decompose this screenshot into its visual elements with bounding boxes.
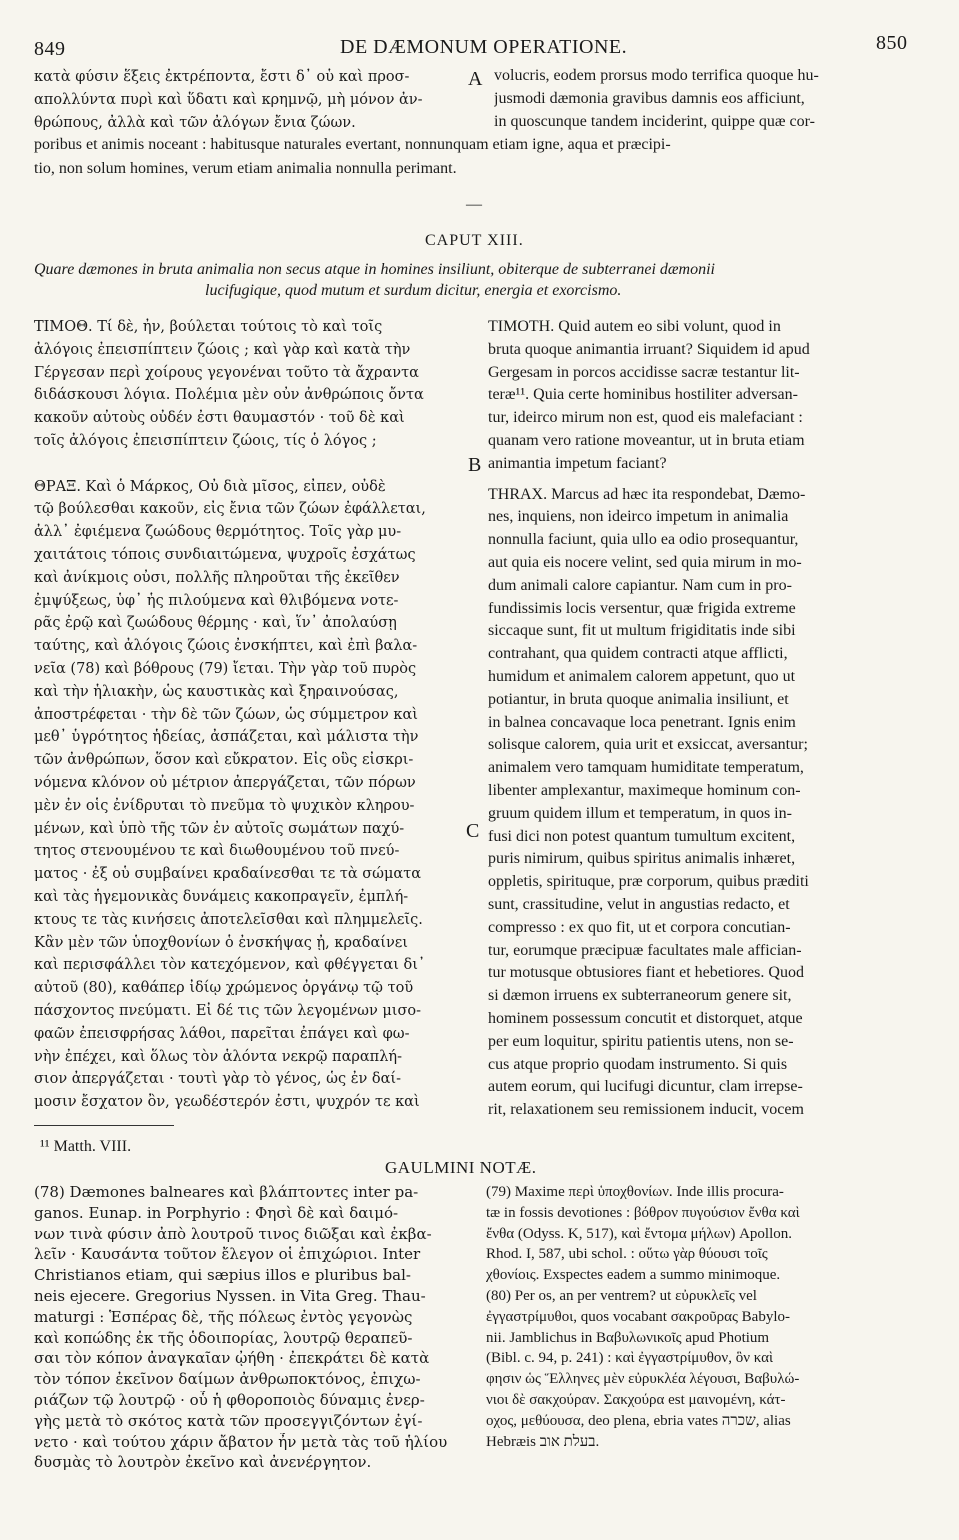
greek-col-line: αὐτοῦ (80), καθάπερ ἰδίῳ χρώμενος ὀργάνῳ τῷ τοῦ [34,980,414,997]
notes-left-line: (78) Dæmones balneares καὶ βλάπτοντες inter pa- [34,1183,419,1201]
latin-col-line: tur, ideirco mirum non est, quod eis malefaciant : [488,409,803,427]
latin-col-line: nes, inquiens, non ideirco impetum in animalia [488,508,789,526]
footnote: ¹¹ Matth. VIII. [40,1138,132,1155]
notes-right-line: ἔνθα (Odyss. K, 517), καὶ ἔντομα μήλων) Apollon. [486,1225,793,1242]
latin-col-line: si dæmon irruens ex subterraneorum genere sit, [488,987,792,1005]
latin-col-line: puris nimirum, quibus spiritus animalis inhæret, [488,850,796,868]
notes-right-line: οχος, μεθύουσα, deo plena, ebria vates שכרה, alias [486,1412,791,1429]
latin-col-line: contrahant, qua quidem contracti atque afflicti, [488,645,788,663]
greek-col-line: ἀποστρέφεται · τὴν δὲ τῶν ζώων, ὡς σύμμετρον καὶ [34,706,418,723]
latin-col-line: animantia impetum faciant? [488,454,667,472]
top-greek-line: θρώπους, ἀλλὰ καὶ τῶν ἀλόγων ἔνια ζώων. [34,115,356,131]
notes-right-line: (79) Maxime περὶ ὑποχθονίων. Inde illis procura- [486,1184,784,1200]
latin-col-line: teræ¹¹. Quia certe hominibus hostiliter adversan- [488,386,798,404]
latin-col-line: in balnea concavaque loca penetrant. Ignis enim [488,713,796,731]
latin-col-line: quanam vero ratione moveantur, ut in bruta etiam [488,432,805,449]
greek-col-line: διδάσκουσι λόγια. Πολέμια μὲν οὖν ἀνθρώποις ὄντα [34,387,424,404]
greek-col-line: μεθ᾽ ὑγρότητος ἡδείας, ἀσπάζεται, καὶ μάλιστα τὴν [34,729,419,746]
latin-col-line: TIMOTH. Quid autem eo sibi volunt, quod in [488,318,781,335]
notes-right-line: (80) Per os, an per ventrem? ut εὐρυκλεῖς vel [486,1288,757,1304]
notes-right-line: ἐγγαστρίμυθοι, quos vocabant σακροῦρας Babylo- [486,1308,790,1325]
greek-col-line: φαῶν ἐπεισφρήσας λάθοι, παρεῖται ἐπάγει καὶ φω- [34,1025,410,1042]
greek-col-line: καὶ τὴν ἡλιακὴν, ὡς καυστικὰς καὶ ξηραινούσας, [34,683,399,700]
latin-col-line: per eum loquitur, spiritu patientis utens, non se- [488,1032,794,1050]
greek-col-line: μὲν ἐν οἷς ἐνίδρυται τὸ πνεῦμα τὸ ψυχικὸν κληρου- [34,797,415,814]
greek-col-line: τοῖς ἀλόγοις ἐπεισπίπτειν ζώοις, τίς ὁ λόγος ; [34,433,377,449]
notes-left-line: neis ejecere. Gregorius Nyssen. in Vita Greg. Thau- [34,1287,426,1305]
notes-left-line: νων τινὰ φύσιν ἀπὸ λουτροῦ τινος διῶξαι καὶ ἐκβα- [34,1224,432,1243]
notes-left-line: γὴς μετὰ τὸ σκότος κατὰ τῶν προσεγγιζόντων ἐγί- [34,1411,423,1430]
latin-col-line: THRAX. Marcus ad hæc ita respondebat, Dæmo- [488,485,806,503]
latin-col-line: rit, relaxationem seu remissionem inducit, vocem [488,1101,804,1119]
greek-col-line: νεῖα (78) καὶ βόθρους (79) ἴεται. Τὴν γὰρ τοῦ πυρὸς [34,661,417,677]
latin-col-line: libenter amplexantur, maximeque hominum con- [488,782,801,799]
top-greek-line: απολλύντα πυρὶ καὶ ὕδατι καὶ κρημνῷ, μὴ μόνον ἀν- [34,92,423,108]
latin-col-line: compresso : ex quo fit, ut et corpora concutian- [488,918,791,936]
latin-col-line: gruum quidem illum et temperatum, in quos in- [488,804,792,822]
top-latin-line: volucris, eodem prorsus modo terrifica quoque hu- [494,67,819,84]
latin-col-line: Gergesam in porcos accidisse sacræ testantur lit- [488,363,800,381]
notes-right-line: φησιν ὡς Ἕλληνες μὲν εὐρυκλέα λέγουσι, Βαβυλώ- [486,1371,800,1388]
top-latin-line: jusmodi dæmonia gravibus damnis eos afficiunt, [494,90,805,107]
latin-col-line: autem eorum, qui lucifugi dicuntur, clam irrepse- [488,1078,803,1096]
notes-right-line: (Bibl. c. 94, p. 241) : καὶ ἐγγαστρίμυθον, ὃν καὶ [486,1350,774,1367]
notes-heading: GAULMINI NOTÆ. [385,1158,537,1177]
greek-col-line: ΤΙΜΟΘ. Τί δὲ, ἦν, βούλεται τούτοις τὸ καὶ τοῖς [34,319,383,335]
latin-col-line: humidum et animalem calorem appetunt, quo ut [488,668,796,685]
greek-col-line: τῶν ἀνθρώπων, ὅσον καὶ εὔκρατον. Εἰς οὓς εἰσκρι- [34,752,414,769]
latin-col-line: potiantur, in bruta quoque animalia insiliunt, et [488,690,789,708]
greek-col-line: ΘΡΑΞ. Καὶ ὁ Μάρκος, Οὐ διὰ μῖσος, εἶπεν, οὐδὲ [34,478,386,495]
greek-col-line: τῷ βούλεσθαι κακοῦν, εἰς ἔνια τῶν ζώων ἐφάλλεται, [34,501,426,518]
greek-col-line: τητος στενουμένου τε καὶ διωθουμένου τοῦ πνεύ- [34,843,400,860]
latin-col-line: hominem possessum concutit et distorquet, atque [488,1010,803,1027]
latin-col-line: animalem vero tamquam humiditate temperatum, [488,759,804,777]
greek-col-line: νὴν ἐπέχει, καὶ ὅλως τὸν ἁλόντα νεκρῷ παραπλή- [34,1048,402,1065]
notes-left-line: καὶ κοπώδης ἐκ τῆς ὁδοιπορίας, λουτρῷ θεραπεῦ- [34,1328,413,1347]
running-title: DE DÆMONUM OPERATIONE. [340,36,628,58]
greek-col-line: Γέργεσαν περὶ χοίρους γεγονέναι τοῦτο τὰ ἄχραντα [34,364,419,381]
notes-left-line: δυσμὰς τὸ λουτρὸν ἐκεῖνο καὶ ἀνενέργητον. [34,1453,372,1472]
notes-left-line: νετο · καὶ τούτου χάριν ἄβατον ἦν μετὰ τὰς τοῦ ἡλίου [34,1432,448,1451]
greek-col-line: κακοῦν αὐτοὺς οὐδέν ἐστι θαυμαστόν · τοῦ δὲ καὶ [34,410,405,427]
top-greek-line: κατὰ φύσιν ἕξεις ἐκτρέποντα, ἔστι δ᾽ οὗ καὶ προσ- [34,69,410,85]
greek-col-line: Κἂν μὲν τῶν ὑποχθονίων ὁ ἐνσκήψας ᾖ, κραδαίνει [34,934,408,951]
greek-col-line: χαιτάτοις τόποις συνδιαιτώμενα, ψυχροῖς ἐσχάτως [34,547,416,563]
notes-left-line: ριάζων τῷ λουτρῷ · οὗ ἡ φθοροποιὸς δύναμις ἐνερ- [34,1391,425,1409]
greek-col-line: κτους τε τὰς κινήσεις ἀποτελεῖσθαι καὶ πλημμελεῖς. [34,911,423,928]
greek-col-line: σιον ἀπεργάζεται · τουτὶ γὰρ τὸ γένος, ὡς ἐν δαί- [34,1071,402,1088]
notes-right-line: nii. Jamblichus in Βαβυλωνικοῖς apud Photium [486,1329,770,1346]
notes-right-line: tæ in fossis devotiones : βόθρον πυγούσιον ἔνθα καὶ [486,1204,800,1221]
greek-col-line: καὶ τὰς ἡγεμονικὰς δυνάμεις κακοπραγεῖν, ἐμπλή- [34,889,409,905]
chapter-subtitle: Quare dæmones in bruta animalia non secus atque in homines insiliunt, obiterque de subterranei dæmonii [34,261,715,278]
latin-col-line: tur, eorumque præcipuæ facultates male affician- [488,941,802,959]
greek-col-line: πάσχοντος πνεύματι. Εἰ δέ τις τῶν λεγομένων μισο- [34,1003,422,1019]
right-page-number: 850 [876,32,908,54]
greek-col-line: ματος · ἐξ οὗ συμβαίνει κραδαίνεσθαι τε τὰ σώματα [34,866,422,883]
greek-col-line: ἀλλ᾽ ἐφιέμενα ζωώδους θερμότητος. Τοῖς γὰρ μυ- [34,524,402,541]
greek-col-line: καὶ περισφάλλει τὸν κατεχόμενον, καὶ φθέγγεται δι᾽ [34,957,426,974]
section-dash: — [466,196,482,213]
notes-right-line: Hebræis בעלת אוב. [486,1433,600,1450]
latin-col-line: dum animali calore capiantur. Nam cum in pro- [488,576,792,594]
chapter-title: CAPUT XIII. [425,232,524,249]
top-latin-line: in quoscunque tandem inciderint, quippe quæ cor- [494,113,815,130]
latin-col-line: nonnulla faciunt, quia ullo ea odio prosequantur, [488,531,799,549]
footnote-divider [34,1125,174,1126]
greek-col-line: νόμενα κλόνον οὐ μέτριον ἀπεργάζεται, τῶν πόρων [34,775,416,791]
notes-left-line: σαι τὸν κόπον ἀναγκαῖαν ᾠήθη · ἐπεκράτει δὲ κατὰ [34,1349,430,1368]
left-page-number: 849 [34,38,66,60]
latin-col-line: cus atque proprio quodam instrumento. Si quis [488,1055,788,1073]
greek-col-line: καὶ ἀνίκμοις οὖσι, πολλῆς πληροῦται τῆς ἐκεῖθεν [34,569,400,586]
latin-col-line: bruta quoque animantia irruant? Siquidem id apud [488,340,810,358]
notes-right-line: νιοι δὲ σακχούραν. Σακχούρα est μαινομένη, κάτ- [486,1392,786,1408]
latin-col-line: siccaque sunt, fit ut multum frigiditatis inde sibi [488,622,796,640]
margin-letter-c: C [466,820,480,842]
top-latin-line: tio, non solum homines, verum etiam animalia nonnulla perimant. [34,160,457,177]
latin-col-line: sunt, crassitudine, velut in angustias redacto, et [488,896,790,913]
greek-col-line: ρᾶς ἐρῷ καὶ ζωώδους θέρμης · καὶ, ἵν᾽ ἀπολαύσῃ [34,615,397,632]
chapter-subtitle: lucifugique, quod mutum et surdum dicitur, energia et exorcismo. [205,282,622,299]
notes-left-line: Christianos etiam, qui sæpius illos e pluribus bal- [34,1266,411,1285]
margin-letter-a: A [468,68,483,90]
latin-col-line: tur motusque obtusiores fiant et hebetiores. Quod [488,964,804,982]
greek-col-line: ταύτης, καὶ ἀλόγοις ζώοις ἐνσκήπτει, καὶ ἐπὶ βαλα- [34,638,418,655]
latin-col-line: fusi dici non potest quantum tumultum excitent, [488,827,796,845]
notes-left-line: τὸν τόπον ἐκεῖνον δαίμων ἀνθρωποκτόνος, ἐπιχω- [34,1370,421,1389]
notes-left-line: λεῖν · Καυσάντα τοῦτον ἔλεγον οἱ ἐπιχώριοι. Inter [34,1245,421,1264]
greek-col-line: μοσιν ἔσχατον ὂν, γεωδέστερόν ἐστι, ψυχρόν τε καὶ [34,1094,420,1111]
latin-col-line: fundissimis locis versentur, quæ frigida extreme [488,599,796,617]
latin-col-line: solisque calorem, quia urit et exsiccat, aversantur; [488,736,808,754]
notes-left-line: maturgi : Ἑσπέρας δὲ, τῆς πόλεως ἐντὸς γεγονὼς [34,1307,413,1326]
greek-col-line: ἀλόγοις ἐπεισπίπτειν ζώοις ; καὶ γὰρ καὶ κατὰ τὴν [34,341,411,358]
top-latin-line: poribus et animis noceant : habitusque naturales evertant, nonnunquam etiam igne, aqua et præcipi- [34,136,671,153]
greek-col-line: μένων, καὶ ὑπὸ τῆς τῶν ἐν αὐτοῖς σωμάτων παχύ- [34,820,405,837]
latin-col-line: oppletis, spirituque, præ corporum, quibus præditi [488,873,809,891]
notes-left-line: ganos. Eunap. in Porphyrio : Φησὶ δὲ καὶ δαιμό- [34,1203,399,1222]
notes-right-line: Rhod. I, 587, ubi schol. : οὕτω γὰρ θύουσι τοῖς [486,1246,768,1263]
notes-right-line: χθονίοις. Exspectes eadem a summo minimoque. [486,1267,781,1284]
latin-col-line: aut quia eis nocere velint, sed quia mirum in mo- [488,554,802,571]
margin-letter-b: B [468,454,482,476]
greek-col-line: ἐμψύξεως, ὑφ᾽ ἧς πιλούμενα καὶ θλιβόμενα νοτε- [34,592,399,609]
